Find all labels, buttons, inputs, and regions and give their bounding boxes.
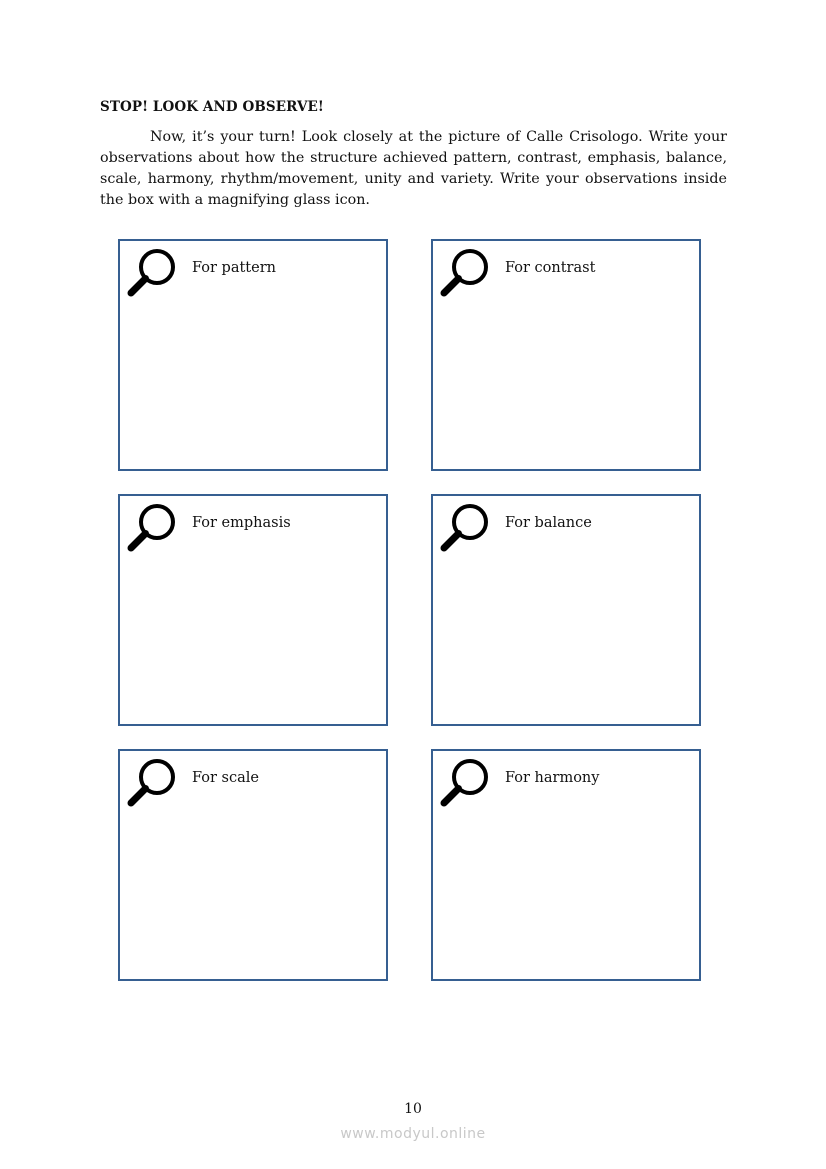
box-label-balance: For balance (505, 515, 592, 531)
observation-box-emphasis[interactable] (118, 494, 388, 726)
observation-box-pattern[interactable] (118, 239, 388, 471)
page-number: 10 (404, 1101, 422, 1117)
activity-instructions: Now, it’s your turn! Look closely at the picture of Calle Crisologo. Write your observations about how the structure achieved pattern, contrast, emphasis, balance, scale, harmony, rhythm/movement, unity and variety. Write your observations inside the box with a magnifying glass icon. (100, 129, 727, 208)
watermark: www.modyul.online (340, 1126, 486, 1142)
box-label-pattern: For pattern (192, 260, 276, 276)
observation-box-balance[interactable] (431, 494, 701, 726)
box-label-emphasis: For emphasis (192, 515, 291, 531)
box-label-harmony: For harmony (505, 770, 600, 786)
magnifying-glass-icon (124, 755, 180, 811)
magnifying-glass-icon (124, 245, 180, 301)
magnifying-glass-icon (437, 500, 493, 556)
magnifying-glass-icon (124, 500, 180, 556)
box-label-contrast: For contrast (505, 260, 596, 276)
magnifying-glass-icon (437, 755, 493, 811)
magnifying-glass-icon (437, 245, 493, 301)
box-label-scale: For scale (192, 770, 259, 786)
observation-box-harmony[interactable] (431, 749, 701, 981)
observation-box-scale[interactable] (118, 749, 388, 981)
activity-heading: STOP! LOOK AND OBSERVE! (100, 99, 324, 115)
observation-box-contrast[interactable] (431, 239, 701, 471)
